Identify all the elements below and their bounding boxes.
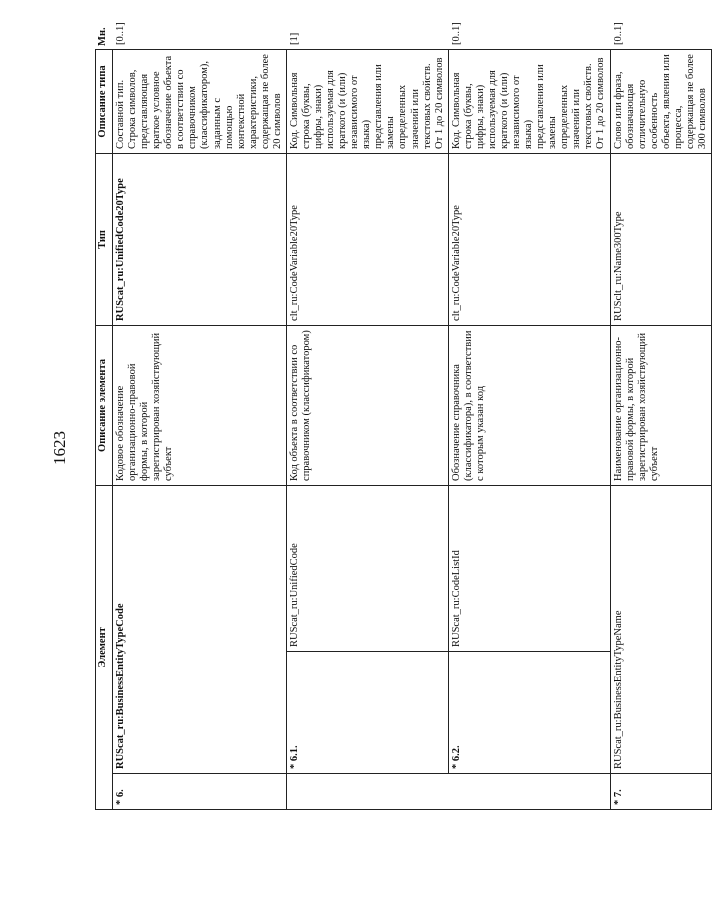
type-description: Код. Символьная строка (буквы, цифры, знаки) используемая для краткого (и (или) независимого от языка) представления или замены определенных значений или текстовых свойств. От 1 до 20 символов [448, 49, 610, 153]
row-marker: * 7. [610, 774, 712, 810]
table-row: * 6.2. RUScat_ru:CodeListId Обозначение справочника (классификатора), в соответствии с которым указан код clt_ru:CodeVariable20Type Код. Символьная строка (буквы, цифры, знаки) используемая для краткого (и (или) независимого от языка) представления или замены определенных значений или текстовых свойств. От 1 до 20 символов [0..1] [448, 49, 610, 809]
table-row: * 7. RUScat_ru:BusinessEntityTypeName Наименование организационно-правовой формы, в которой зарегистрирован хозяйствующий субъект RUSclt_ru:Name300Type Слово или фраза, обозначающая отличительную особенность объекта, явления или процесса, содержащая не более 300 символов [0..1] [610, 49, 712, 809]
type-description: Составной тип. Строка символов, представляющая краткое условное обозначение объекта в соответствии со справочником (классификатором), заданным с помощью контекстной характеристики, содержащая не более 20 символов [113, 49, 287, 153]
element-name: RUScat_ru:UnifiedCode [286, 485, 448, 651]
type-description: Код. Символьная строка (буквы, цифры, знаки) используемая для краткого (и (или) независимого от языка) представления или замены определенных значений или текстовых свойств. От 1 до 20 символов [286, 49, 448, 153]
row-marker: * 6. [113, 774, 287, 810]
type-name: RUSclt_ru:Name300Type [610, 153, 712, 325]
table-header-row: Элемент Описание элемента Тип Описание типа Мн. [96, 49, 113, 809]
element-name: RUScat_ru:BusinessEntityTypeName [610, 485, 712, 773]
element-name: RUScat_ru:BusinessEntityTypeCode [113, 485, 287, 773]
header-type-desc: Описание типа [96, 49, 113, 153]
element-description: Кодовое обозначение организационно-правовой формы, в которой зарегистрирован хозяйствующий субъект [113, 325, 287, 485]
row-marker: * 6.2. [448, 652, 610, 774]
rotated-page [95, 22, 708, 810]
type-name: clt_ru:CodeVariable20Type [448, 153, 610, 325]
type-description: Слово или фраза, обозначающая отличительную особенность объекта, явления или процесса, содержащая не более 300 символов [610, 49, 712, 153]
element-table [95, 22, 712, 810]
row-indent [448, 774, 610, 810]
table-wrapper [95, 22, 708, 810]
header-element: Элемент [96, 485, 113, 809]
element-description: Код объекта в соответствии со справочником (классификатором) [286, 325, 448, 485]
row-indent [286, 774, 448, 810]
header-element-desc: Описание элемента [96, 325, 113, 485]
element-description: Обозначение справочника (классификатора), в соответствии с которым указан код [448, 325, 610, 485]
element-name: RUScat_ru:CodeListId [448, 485, 610, 651]
row-marker: * 6.1. [286, 652, 448, 774]
type-name: RUScat_ru:UnifiedCode20Type [113, 153, 287, 325]
type-name: clt_ru:CodeVariable20Type [286, 153, 448, 325]
table-row: * 6. RUScat_ru:BusinessEntityTypeCode Кодовое обозначение организационно-правовой формы, в которой зарегистрирован хозяйствующий субъект RUScat_ru:UnifiedCode20Type Составной тип. Строка символов, представляющая краткое условное обозначение объекта в соответствии со справочником (классификатором), заданным с помощью контекстной характеристики, содержащая не более 20 символов [0..1] [113, 49, 287, 809]
element-description: Наименование организационно-правовой формы, в которой зарегистрирован хозяйствующий субъект [610, 325, 712, 485]
table-row: * 6.1. RUScat_ru:UnifiedCode Код объекта в соответствии со справочником (классификатором) clt_ru:CodeVariable20Type Код. Символьная строка (буквы, цифры, знаки) используемая для краткого (и (или) независимого от языка) представления или замены определенных значений или текстовых свойств. От 1 до 20 символов [1] [286, 49, 448, 809]
header-type: Тип [96, 153, 113, 325]
page-number: 1623 [50, 431, 69, 465]
